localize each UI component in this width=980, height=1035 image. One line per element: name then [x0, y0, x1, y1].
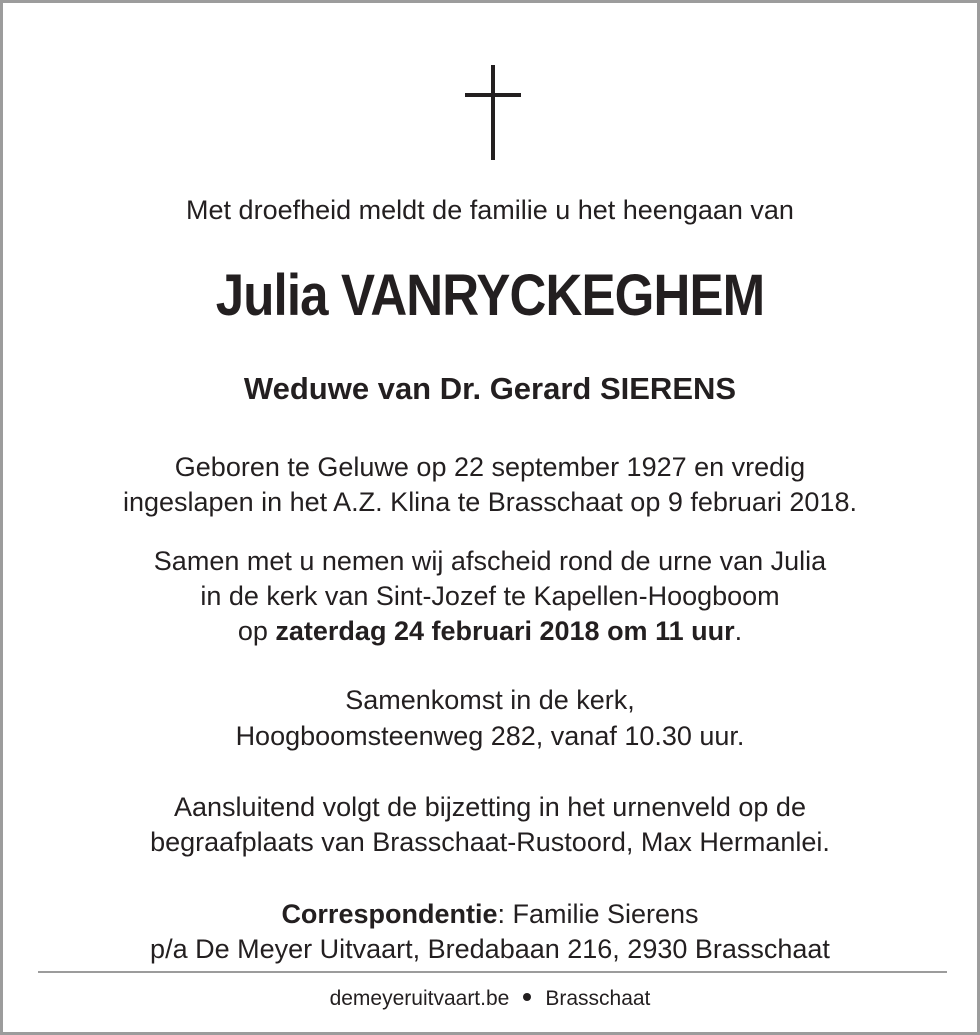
cross-horizontal-bar	[465, 93, 521, 97]
ceremony-date-time: zaterdag 24 februari 2018 om 11 uur	[275, 616, 735, 646]
cross-icon	[463, 63, 523, 163]
relation-text: Weduwe van Dr. Gerard SIERENS	[243, 371, 737, 406]
deceased-name: Julia VANRYCKEGHEM	[215, 263, 765, 328]
cross-vertical-bar	[491, 65, 495, 160]
gathering-line-1: Samenkomst in de kerk,	[345, 685, 635, 715]
birth-death-line-2: ingeslapen in het A.Z. Klina te Brasschaat op 9 februari 2018.	[123, 487, 857, 517]
farewell-suffix: .	[734, 616, 743, 646]
birth-death-line-1: Geboren te Geluwe op 22 september 1927 en vredig	[174, 452, 806, 482]
bullet-separator-icon	[523, 993, 531, 1001]
correspondence-label: Correspondentie	[281, 899, 498, 929]
footer	[3, 985, 977, 1013]
gathering-line-2: Hoogboomsteenweg 282, vanaf 10.30 uur.	[235, 721, 745, 751]
intro-text: Met droefheid meldt de familie u het heengaan van	[186, 195, 794, 225]
burial-line-2: begraafplaats van Brasschaat-Rustoord, Max Hermanlei.	[150, 827, 830, 857]
farewell-line-1: Samen met u nemen wij afscheid rond de urne van Julia	[153, 546, 827, 576]
footer-divider	[38, 971, 947, 973]
footer-website-link[interactable]: demeyeruitvaart.be	[329, 987, 510, 1010]
correspondence-recipient: Familie Sierens	[512, 899, 699, 929]
farewell-prefix: op	[237, 616, 276, 646]
footer-location: Brasschaat	[545, 987, 651, 1010]
correspondence-separator: :	[497, 899, 513, 929]
farewell-line-2: in de kerk van Sint-Jozef te Kapellen-Hoogboom	[200, 581, 780, 611]
correspondence-line	[3, 897, 977, 931]
farewell-line-3	[3, 614, 977, 648]
correspondence-address: p/a De Meyer Uitvaart, Bredabaan 216, 2930 Brasschaat	[150, 934, 830, 964]
burial-line-1: Aansluitend volgt de bijzetting in het urnenveld op de	[174, 792, 806, 822]
